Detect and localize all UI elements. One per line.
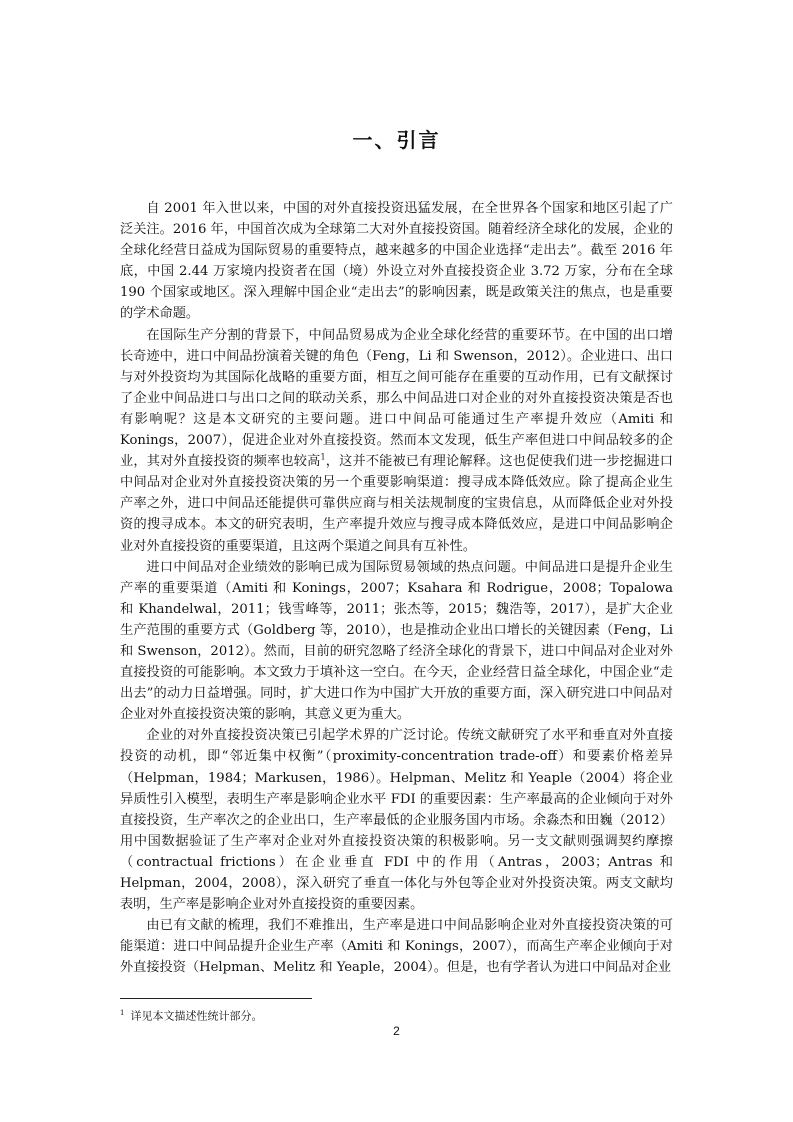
footnote-divider [120,998,312,999]
body-text [120,198,673,978]
footnote [120,1005,673,1025]
footnote-mark: 1 [120,1009,125,1017]
paragraph-5: 由已有文献的梳理，我们不难推出，生产率是进口中间品影响企业对外直接投资决策的可能渠道：进口中间品提升企业生产率（Amiti 和 Konings，2007），而高生产率企业倾向于对外直接投资（Helpman、Melitz 和 Yeaple，2004）。但是，也有学者认为进口中间品对企业 [120,918,673,976]
footnote-reference[interactable]: 1 [320,452,326,462]
paragraph-3: 进口中间品对企业绩效的影响已成为国际贸易领域的热点问题。中间品进口是提升企业生产率的重要渠道（Amiti 和 Konings，2007；Ksahara 和 Rodrigue，2008；Topalowa 和 Khandelwal，2011；钱雪峰等，2011；张杰等，2015；魏浩等，2017），是扩大企业生产范围的重要方式（Goldberg 等，2010），也是推动企业出口增长的关键因素（Feng，Li 和 Swenson，2012）。然而，目前的研究忽略了经济全球化的背景下，进口中间品对企业对外直接投资的可能影响。本文致力于填补这一空白。在今天，企业经营日益全球化，中国企业“走出去”的动力日益增强。同时，扩大进口作为中国扩大开放的重要方面，深入研究进口中间品对企业对外直接投资决策的影响，其意义更为重大。 [120,559,673,723]
footnote-text: 详见本文描述性统计部分。 [130,1009,263,1023]
page-number: 2 [393,1024,400,1038]
paragraph-2 [120,325,673,557]
paragraph-2-part-b: ，这并不能被已有理论解释。这也促使我们进一步挖掘进口中间品对企业对外直接投资决策的另一个重要影响渠道：搜寻成本降低效应。除了提高企业生产率之外，进口中间品还能提供可靠供应商与相关法规制度的宝贵信息，从而降低企业对外投资的搜寻成本。本文的研究表明，生产率提升效应与搜寻成本降低效应，是进口中间品影响企业对外直接投资的重要渠道，且这两个渠道之间具有互补性。 [120,454,673,554]
paragraph-1: 自 2001 年入世以来，中国的对外直接投资迅猛发展，在全世界各个国家和地区引起了广泛关注。2016 年，中国首次成为全球第二大对外直接投资国。随着经济全球化的发展，企业的全球化经营日益成为国际贸易的重要特点，越来越多的中国企业选择“走出去”。截至 2016 年底，中国 2.44 万家境内投资者在国（境）外设立对外直接投资企业 3.72 万家，分布在全球 190 个国家或地区。深入理解中国企业“走出去”的影响因素，既是政策关注的焦点，也是重要的学术命题。 [120,201,673,322]
paragraph-2-part-a: 在国际生产分割的背景下，中间品贸易成为企业全球化经营的重要环节。在中国的出口增长奇迹中，进口中间品扮演着关键的角色（Feng，Li 和 Swenson，2012）。企业进口、出口与对外投资均为其国际化战略的重要方面，相互之间可能存在重要的互动作用，已有文献探讨了企业中间品进口与出口之间的联动关系，那么中间品进口对企业的对外直接投资决策是否也有影响呢？这是本文研究的主要问题。进口中间品可能通过生产率提升效应（Amiti 和 Konings，2007），促进企业对外直接投资。然而本文发现，低生产率但进口中间品较多的企业，其对外直接投资的频率也较高 [120,327,673,470]
section-heading: 一、引言 [352,128,441,152]
paragraph-4: 企业的对外直接投资决策已引起学术界的广泛讨论。传统文献研究了水平和垂直对外直接投资的动机，即“邻近集中权衡”（proximity-concentration trade-off）和要素价格差异（Helpman，1984；Markusen，1986）。Helpman、Melitz 和 Yeaple（2004）将企业异质性引入模型，表明生产率是影响企业水平 FDI 的重要因素：生产率最高的企业倾向于对外直接投资，生产率次之的企业出口，生产率最低的企业服务国内市场。余淼杰和田巍（2012）用中国数据验证了生产率对企业对外直接投资决策的积极影响。另一支文献则强调契约摩擦（contractual frictions）在企业垂直 FDI 中的作用（Antras，2003；Antras 和 Helpman，2004，2008），深入研究了垂直一体化与外包等企业对外投资决策。两支文献均表明，生产率是影响企业对外直接投资的重要因素。 [120,728,673,913]
